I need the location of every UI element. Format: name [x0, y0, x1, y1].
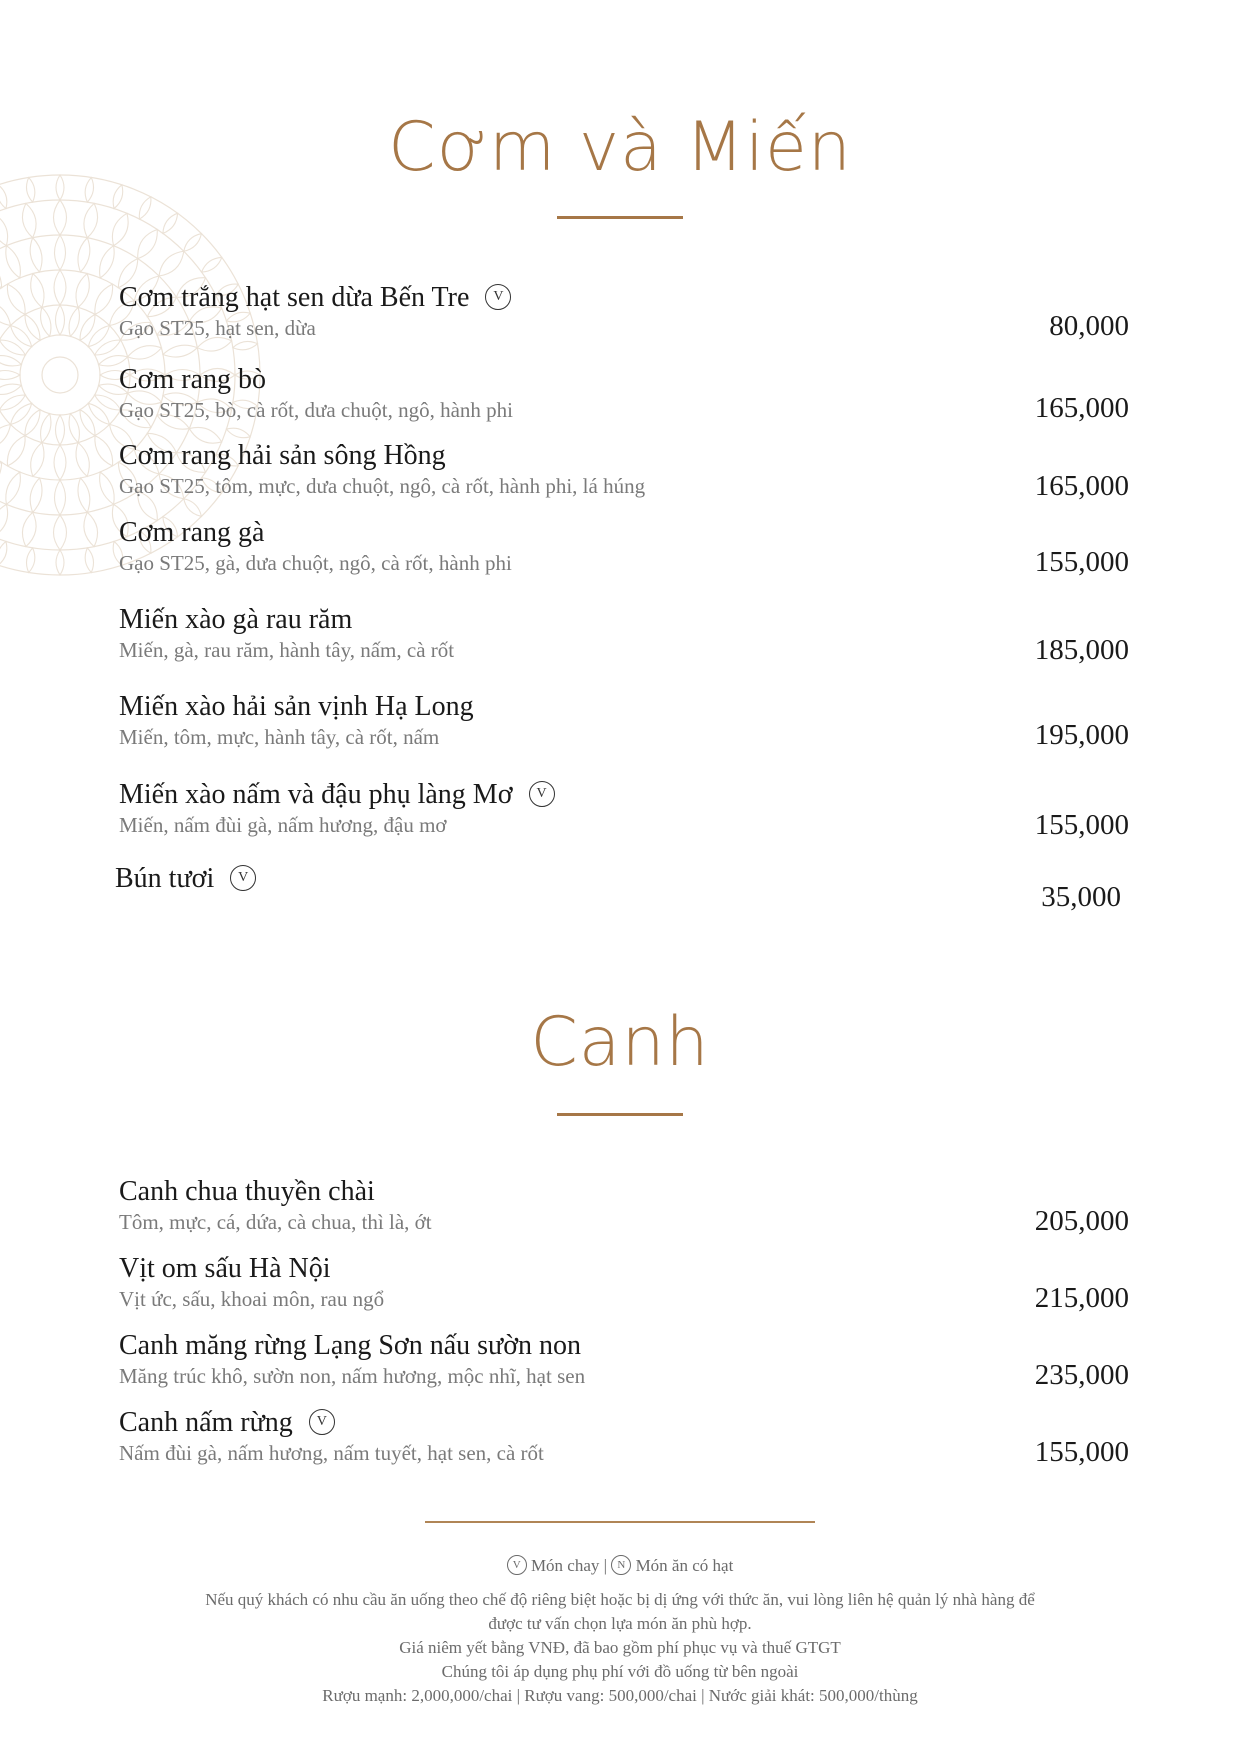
- menu-item: [119, 691, 1129, 751]
- vegetarian-icon: V: [230, 865, 256, 891]
- menu-item: [119, 779, 1129, 839]
- item-description: Gạo ST25, hạt sen, dừa: [119, 316, 316, 340]
- item-description: Vịt ức, sấu, khoai môn, rau ngổ: [119, 1287, 385, 1311]
- note-allergy: Nếu quý khách có nhu cầu ăn uống theo chế độ riêng biệt hoặc bị dị ứng với thức ăn, vui lòng liên hệ quản lý nhà hàng để được tư vấn chọn lựa món ăn phù hợp.: [205, 1590, 1035, 1633]
- item-name: Cơm rang gà: [119, 517, 265, 548]
- item-name: Bún tươi: [115, 863, 215, 894]
- item-price: 165,000: [1034, 392, 1129, 424]
- menu-item: [119, 1176, 1129, 1236]
- legend-veg-label: Món chay: [530, 1556, 600, 1575]
- item-price: 195,000: [1034, 719, 1129, 751]
- item-price: 165,000: [1034, 470, 1129, 502]
- vegetarian-icon: V: [507, 1555, 527, 1575]
- item-price: 155,000: [1034, 1436, 1129, 1468]
- item-description: Miến, tôm, mực, hành tây, cà rốt, nấm: [119, 725, 440, 749]
- menu-item: [119, 604, 1129, 664]
- item-price: 155,000: [1034, 809, 1129, 841]
- item-name: Canh nấm rừng: [119, 1407, 293, 1438]
- note-corkage-fees: Rượu mạnh: 2,000,000/chai | Rượu vang: 500,000/chai | Nước giải khát: 500,000/thùng: [322, 1686, 918, 1705]
- menu-item: [119, 364, 1129, 424]
- item-price: 80,000: [1049, 310, 1129, 342]
- menu-item: [119, 1407, 1129, 1467]
- legend-separator: |: [603, 1556, 608, 1575]
- vegetarian-icon: V: [485, 284, 511, 310]
- menu-item: [119, 1253, 1129, 1313]
- item-description: Gạo ST25, bò, cà rốt, dưa chuột, ngô, hành phi: [119, 398, 513, 422]
- footer-notes: [190, 1588, 1050, 1708]
- item-name: Miến xào hải sản vịnh Hạ Long: [119, 691, 474, 722]
- item-price: 215,000: [1034, 1282, 1129, 1314]
- legend: [0, 1556, 1240, 1577]
- item-description: Măng trúc khô, sườn non, nấm hương, mộc nhĩ, hạt sen: [119, 1364, 586, 1388]
- item-price: 155,000: [1034, 546, 1129, 578]
- section-divider: [557, 1113, 683, 1116]
- vegetarian-icon: V: [529, 781, 555, 807]
- item-description: Gạo ST25, gà, dưa chuột, ngô, cà rốt, hành phi: [119, 551, 512, 575]
- item-price: 205,000: [1034, 1205, 1129, 1237]
- menu-item: [119, 517, 1129, 577]
- menu-item: [119, 282, 1129, 342]
- section-title-soup: Canh: [530, 1003, 710, 1082]
- vegetarian-icon: V: [309, 1409, 335, 1435]
- item-price: 35,000: [1041, 881, 1121, 913]
- item-price: 185,000: [1034, 634, 1129, 666]
- nut-icon: N: [611, 1555, 631, 1575]
- item-description: Gạo ST25, tôm, mực, dưa chuột, ngô, cà rốt, hành phi, lá húng: [119, 474, 646, 498]
- item-name: Miến xào nấm và đậu phụ làng Mơ: [119, 779, 513, 810]
- item-price: 235,000: [1034, 1359, 1129, 1391]
- section-divider: [557, 216, 683, 219]
- note-price-vat: Giá niêm yết bằng VNĐ, đã bao gồm phí phục vụ và thuế GTGT: [399, 1638, 841, 1657]
- item-name: Vịt om sấu Hà Nội: [119, 1253, 331, 1284]
- section-title-rice-noodles: Cơm và Miến: [388, 108, 852, 187]
- item-name: Cơm rang hải sản sông Hồng: [119, 440, 446, 471]
- legend-nut-label: Món ăn có hạt: [635, 1556, 734, 1575]
- item-name: Cơm rang bò: [119, 364, 267, 395]
- footer-divider: [425, 1521, 815, 1523]
- note-outside-drinks: Chúng tôi áp dụng phụ phí với đồ uống từ bên ngoài: [441, 1662, 799, 1681]
- item-name: Canh chua thuyền chài: [119, 1176, 375, 1207]
- item-name: Miến xào gà rau răm: [119, 604, 353, 635]
- menu-item: [119, 440, 1129, 500]
- item-description: Nấm đùi gà, nấm hương, nấm tuyết, hạt sen, cà rốt: [119, 1441, 544, 1465]
- item-name: Cơm trắng hạt sen dừa Bến Tre: [119, 282, 470, 313]
- item-description: Miến, nấm đùi gà, nấm hương, đậu mơ: [119, 813, 447, 837]
- item-description: Tôm, mực, cá, dứa, cà chua, thì là, ớt: [119, 1210, 432, 1234]
- item-name: Canh măng rừng Lạng Sơn nấu sườn non: [119, 1330, 582, 1361]
- menu-item: [115, 863, 1125, 913]
- menu-item: [119, 1330, 1129, 1390]
- item-description: Miến, gà, rau răm, hành tây, nấm, cà rốt: [119, 638, 455, 662]
